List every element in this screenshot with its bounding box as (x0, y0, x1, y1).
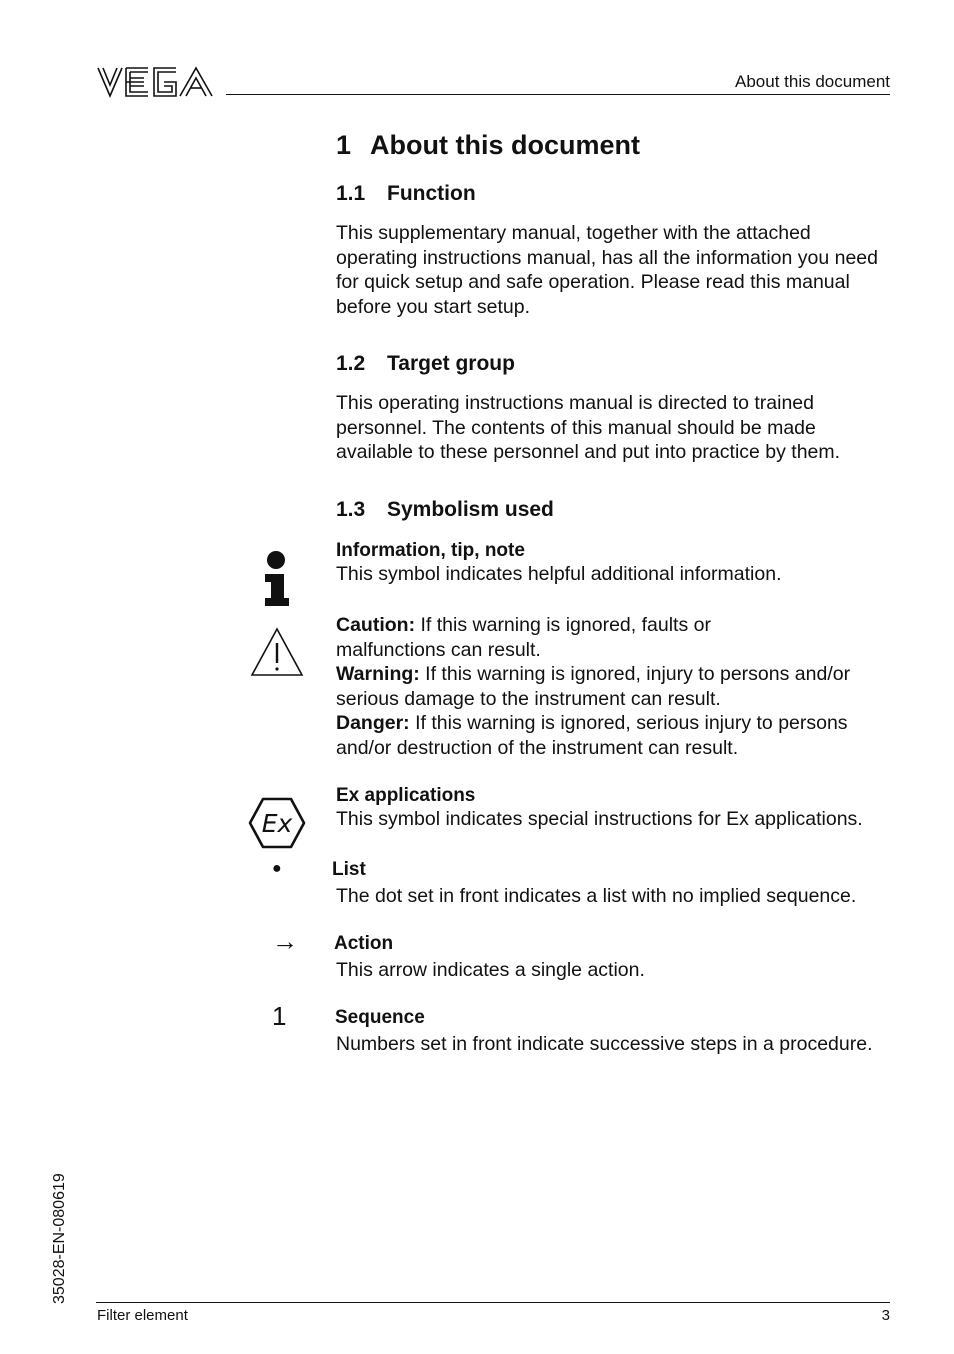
info-icon (262, 550, 292, 606)
symbol-ex-text: This symbol indicates special instructions for Ex applications. (336, 808, 863, 830)
symbol-info-text: This symbol indicates helpful additional information. (336, 563, 782, 585)
symbol-ex-title: Ex applications (336, 785, 476, 806)
symbol-sequence-text: Numbers set in front indicate successive steps in a procedure. (336, 1033, 873, 1055)
chapter-heading (336, 130, 640, 161)
bullet-dot-icon: ● (272, 860, 282, 877)
symbol-sequence-title: Sequence (335, 1007, 425, 1028)
symbol-info (336, 540, 896, 587)
symbol-action-text: This arrow indicates a single action. (336, 959, 645, 981)
symbol-action-title: Action (334, 933, 394, 954)
section-heading-function (336, 182, 476, 206)
section-number: 1.2 (336, 352, 366, 375)
vega-logo (96, 66, 214, 98)
section-heading-symbolism (336, 498, 554, 522)
warning-caution (336, 613, 736, 662)
danger-text: If this warning is ignored, serious injury to persons and/or destruction of the instrument can result. (336, 712, 848, 759)
header-rule (226, 94, 890, 95)
warning-triangle-icon (250, 627, 304, 677)
footer-product-name: Filter element (97, 1307, 188, 1324)
symbol-list-text: The dot set in front indicates a list with no implied sequence. (336, 885, 857, 907)
caution-text: If this warning is ignored, faults or malfunctions can result. (336, 614, 711, 661)
arrow-right-icon: → (272, 926, 298, 956)
warning-warning (336, 662, 891, 711)
caution-label: Caution: (336, 614, 416, 636)
section-number: 1.1 (336, 182, 366, 205)
symbol-ex (336, 785, 896, 832)
chapter-number: 1 (336, 130, 352, 160)
section-body-function: This supplementary manual, together with the attached operating instructions manual, has all the information you need for quick setup and safe operation. Please read this manual before you start setup. (336, 222, 878, 318)
section-body-target-group: This operating instructions manual is directed to trained personnel. The contents of this manual should be made available to these personnel and put into practice by them. (336, 392, 841, 463)
page-number: 3 (881, 1307, 890, 1324)
danger-label: Danger: (336, 712, 410, 734)
section-title: Function (387, 182, 476, 205)
symbol-list-title: List (332, 859, 366, 880)
ex-glyph: Ex (261, 809, 293, 838)
warning-text: If this warning is ignored, injury to persons and/or serious damage to the instrument can result. (336, 663, 851, 710)
document-code: 35028-EN-080619 (51, 1173, 68, 1304)
warning-danger (336, 711, 891, 760)
section-heading-target-group (336, 352, 515, 376)
running-header-title: About this document (735, 72, 890, 91)
section-title: Target group (387, 352, 515, 375)
section-number: 1.3 (336, 498, 366, 521)
number-one-icon: 1 (272, 1001, 287, 1031)
section-title: Symbolism used (387, 498, 554, 521)
symbol-info-title: Information, tip, note (336, 540, 525, 561)
ex-hexagon-icon (248, 797, 306, 849)
chapter-title: About this document (370, 130, 640, 160)
warning-label: Warning: (336, 663, 420, 685)
footer-rule (96, 1302, 890, 1303)
